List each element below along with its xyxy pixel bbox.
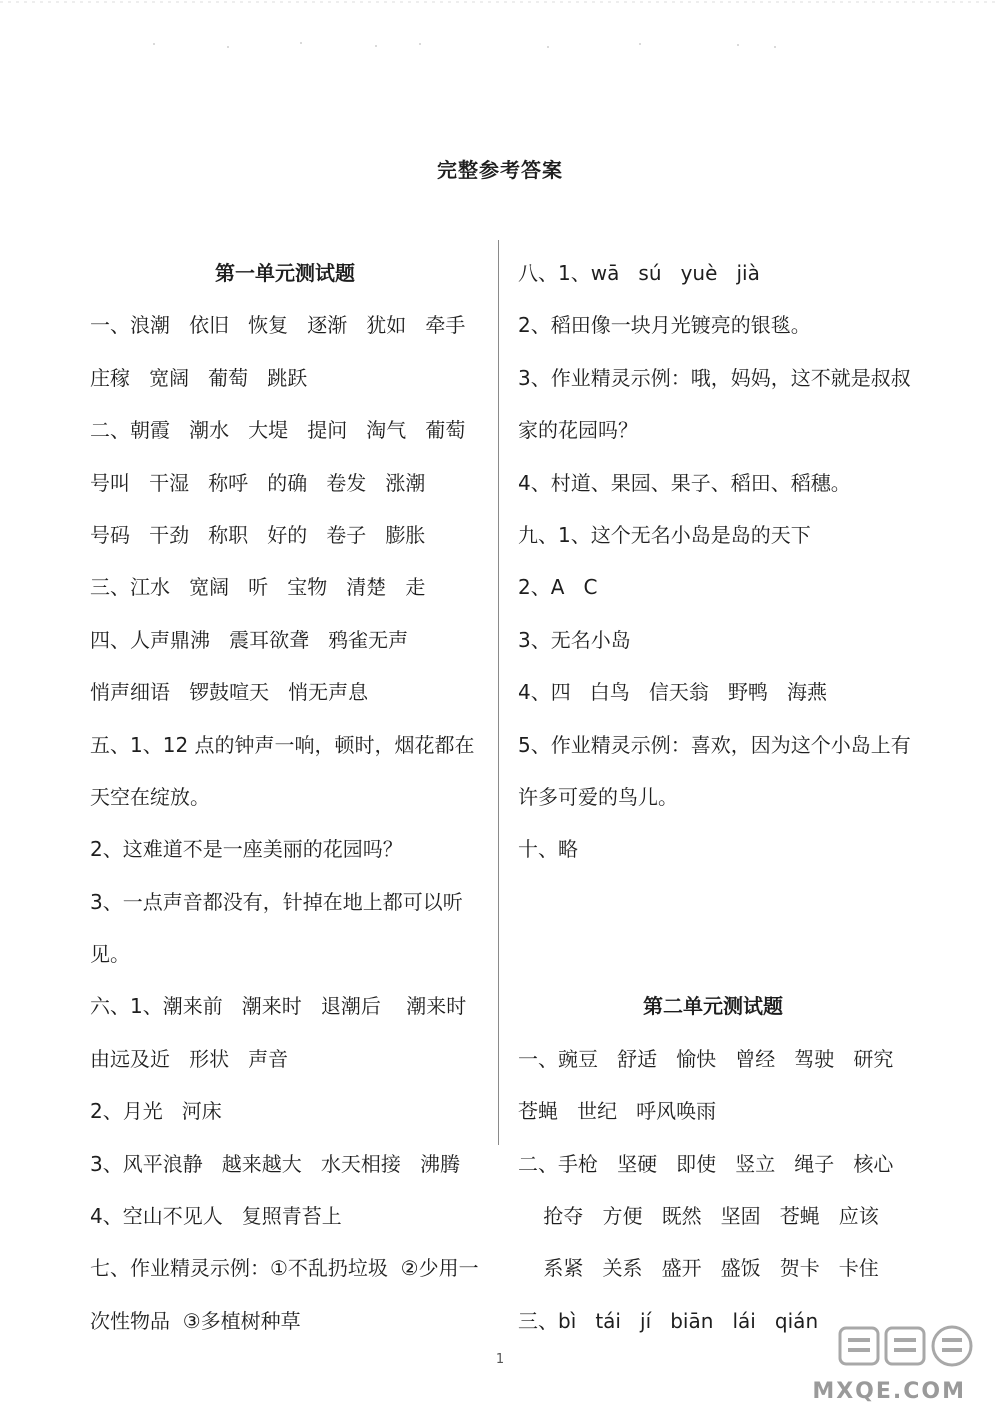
watermark [812,1316,986,1406]
left-answer-line: 3、一点声音都没有，针掉在地上都可以听 [90,889,463,914]
right-answer-line: 2、稻田像一块月光镀亮的银毯。 [518,313,811,338]
left-answer-line: 天空在绽放。 [90,784,210,809]
right-answer-line: 苍蝇 世纪 呼风唤雨 [518,1099,717,1124]
right-answer-line: 一、豌豆 舒适 愉快 曾经 驾驶 研究 [518,1046,894,1071]
right-answer-line: 许多可爱的鸟儿。 [518,784,678,809]
left-answer-line: 庄稼 宽阔 葡萄 跳跃 [90,365,308,390]
left-answer-line: 2、这难道不是一座美丽的花园吗？ [90,837,403,862]
left-section-heading: 第一单元测试题 [215,261,355,285]
right-answer-line: 系紧 关系 盛开 盛饭 贺卡 卡住 [518,1256,879,1281]
left-answer-line: 次性物品 ③多植树种草 [90,1308,301,1333]
right-answer-line [518,882,928,934]
scan-specks-decoration [0,0,1000,60]
right-answer-line: 4、村道、果园、果子、稻田、稻穗。 [518,470,851,495]
left-answer-line: 悄声细语 锣鼓喧天 悄无声息 [90,680,369,705]
left-answer-line: 五、1、12 点的钟声一响，顿时，烟花都在 [90,732,475,757]
right-answer-line: 三、bì tái jí biān lái qián [518,1308,819,1333]
right-column [518,253,928,1353]
right-answer-line: 3、作业精灵示例：哦，妈妈，这不就是叔叔 [518,365,911,390]
right-answer-line: 八、1、wā sú yuè jià [518,261,760,285]
left-answer-line: 由远及近 形状 声音 [90,1046,289,1071]
right-answer-line [518,934,928,986]
left-column [90,253,490,1353]
right-answer-line: 4、四 白鸟 信天翁 野鸭 海燕 [518,680,828,705]
watermark-text: MXQE.COM [812,1379,966,1404]
left-answer-line: 3、风平浪静 越来越大 水天相接 沸腾 [90,1151,460,1176]
right-answer-line: 十、略 [518,837,578,862]
right-answer-line: 2、A C [518,575,598,600]
left-answer-line: 见。 [90,942,130,967]
page-number: 1 [495,1352,505,1367]
right-answer-line: 3、无名小岛 [518,627,631,652]
right-answer-line: 家的花园吗？ [518,418,638,443]
column-divider [498,240,499,1145]
left-answer-line: 2、月光 河床 [90,1099,222,1124]
right-answer-line: 5、作业精灵示例：喜欢，因为这个小岛上有 [518,732,911,757]
right-answer-line: 九、1、这个无名小岛是岛的天下 [518,522,811,547]
left-answer-line: 一、浪潮 依旧 恢复 逐渐 犹如 牵手 [90,313,466,338]
left-answer-line: 七、作业精灵示例：①不乱扔垃圾 ②少用一 [90,1256,479,1281]
left-answer-line: 二、朝霞 潮水 大堤 提问 淘气 葡萄 [90,418,466,443]
watermark-logo-icon [836,1320,976,1372]
right-answer-line: 抢夺 方便 既然 坚固 苍蝇 应该 [518,1204,879,1229]
left-answer-line: 号叫 干湿 称呼 的确 卷发 涨潮 [90,470,426,495]
right-section-heading: 第二单元测试题 [643,994,783,1019]
left-answer-line: 六、1、潮来前 潮来时 退潮后 潮来时 [90,994,467,1019]
left-answer-line: 4、空山不见人 复照青苔上 [90,1204,342,1229]
right-answer-line: 二、手枪 坚硬 即使 竖立 绳子 核心 [518,1151,894,1176]
left-answer-line: 三、江水 宽阔 听 宝物 清楚 走 [90,575,426,600]
page-title: 完整参考答案 [437,158,563,182]
left-answer-line: 号码 干劲 称职 好的 卷子 膨胀 [90,522,426,547]
left-answer-line: 四、人声鼎沸 震耳欲聋 鸦雀无声 [90,627,409,652]
